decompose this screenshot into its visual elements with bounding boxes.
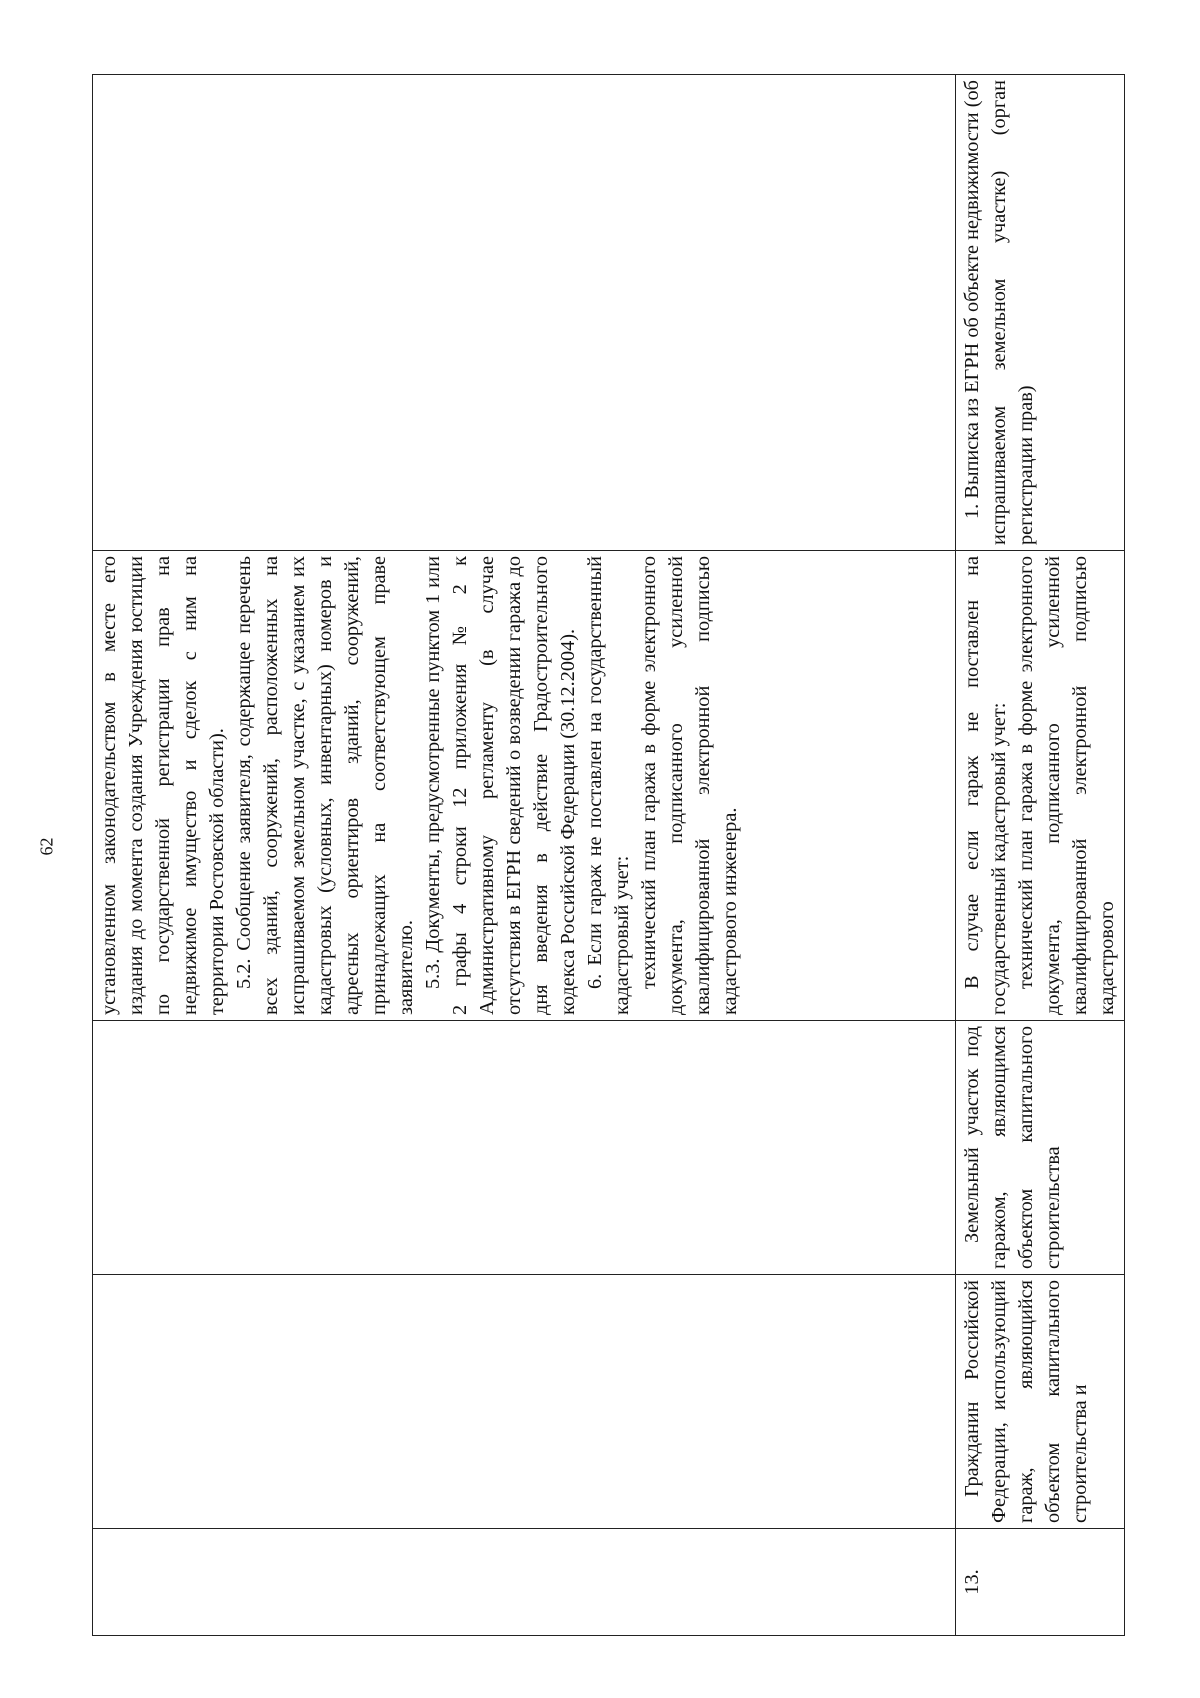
object-cell: Земельный участок под гаражом, являющимся объектом капитального строительства xyxy=(956,1021,1125,1275)
doc-paragraph: 5.3. Документы, предусмотренные пунктом 1 или 2 графы 4 строки 12 приложения № 2 к Административному регламенту (в случае отсутствия в ЕГРН сведений о возведении гаража до дня введения в действие Градостроительного кодекса Российской Федерации (30.12.2004). xyxy=(422,556,579,1015)
row-number-cell: 13. xyxy=(956,1529,1125,1636)
doc-paragraph: 5.2. Сообщение заявителя, содержащее перечень всех зданий, сооружений, расположенных на испрашиваемом земельном участке, с указанием их кадастровых (условных, инвентарных) номеров и адресных ориентиров зданий, сооружений, принадлежащих на соответствующем праве заявителю. xyxy=(233,556,417,1015)
doc-paragraph: технический план гаража в форме электронного документа, подписанного усиленной квалифицированной электронной подписью кадастрового xyxy=(1015,556,1118,1015)
table-row xyxy=(93,75,956,1636)
doc-paragraph: 6. Если гараж не поставлен на государственный кадастровый учет: xyxy=(584,556,633,1015)
documents-cell xyxy=(93,551,956,1021)
requested-docs-cell xyxy=(93,75,956,551)
doc-paragraph: установленном законодательством в месте его издания до момента создания Учреждения юстиции по государственной регистрации прав на недвижимое имущество и сделок с ним на территории Ростовской области). xyxy=(98,556,228,1015)
applicant-cell xyxy=(93,1275,956,1529)
doc-paragraph: технический план гаража в форме электронного документа, подписанного усиленной квалифицированной электронной подписью кадастрового инженера. xyxy=(638,556,741,1015)
row-number-cell xyxy=(93,1529,956,1636)
documents-cell xyxy=(956,551,1125,1021)
applicant-cell: Гражданин Российской Федерации, использующий гараж, являющийся объектом капитального строительства и xyxy=(956,1275,1125,1529)
table-row xyxy=(956,75,1125,1636)
services-table xyxy=(92,74,1125,1636)
rotated-table-wrapper xyxy=(92,75,1118,1636)
requested-docs-cell: 1. Выписка из ЕГРН об объекте недвижимости (об испрашиваемом земельном участке) (орган регистрации прав) xyxy=(956,75,1125,551)
page-number: 62 xyxy=(36,837,57,856)
object-cell xyxy=(93,1021,956,1275)
doc-paragraph: В случае если гараж не поставлен на государственный кадастровый учет: xyxy=(961,556,1010,1015)
